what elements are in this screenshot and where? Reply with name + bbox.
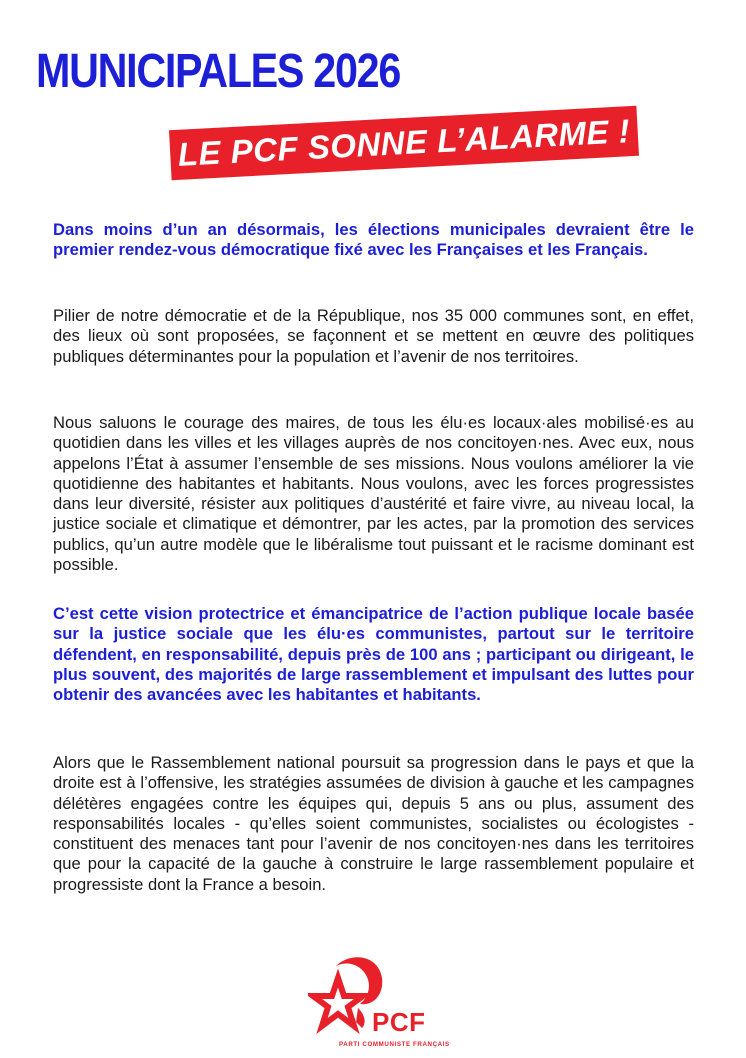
banner-text: LE PCF SONNE L’ALARME ! [176,112,631,173]
pcf-logo-subtitle: PARTI COMMUNISTE FRANÇAIS [339,1041,450,1048]
paragraph-rassemblement: Alors que le Rassemblement national poursuit sa progression dans le pays et que la droite est à l’offensive, les stratégies assumées de division à gauche et les campagnes délétères engagées contre les équipes qui, depuis 5 ans ou plus, assument des responsabilités locales - qu’elles soient communistes, socialistes ou écologistes - constituent des menaces tant pour l’avenir de nos concitoyen·nes dans les territoires que pour la capacité de la gauche à construire le large rassemblement populaire et progressiste dont la France a besoin. [53,753,694,894]
pcf-logo-text: PCF [372,1007,426,1037]
paragraph-maires: Nous saluons le courage des maires, de tous les élu·es locaux·ales mobilisé·es au quotidien dans les villes et les villages auprès de nos concitoyen·nes. Avec eux, nous appelons l’État à assumer l’ensemble de ses missions. Nous voulons améliorer la vie quotidienne des habitantes et habitants. Nous voulons, avec les forces progressistes dans leur diversité, résister aux politiques d’austérité et faire vivre, au niveau local, la justice sociale et climatique et démontrer, par les actes, par la promotion des services publics, qu’un autre modèle que le libéralisme tout puissant et le racisme dominant est possible. [53,413,694,575]
paragraph-communes: Pilier de notre démocratie et de la République, nos 35 000 communes sont, en effet, des lieux où sont proposées, se façonnent et se mettent en œuvre des politiques publiques déterminantes pour la population et l’avenir de nos territoires. [53,306,694,366]
intro-paragraph: Dans moins d’un an désormais, les élections municipales devraient être le premier rendez-vous démocratique fixé avec les Françaises et les Français. [53,220,694,260]
page-title: MUNICIPALES 2026 [36,45,400,98]
alarm-banner [169,106,639,180]
paragraph-vision: C’est cette vision protectrice et émancipatrice de l’action publique locale basée sur la justice sociale que les élu·es communistes, partout sur le territoire défendent, en responsabilité, depuis près de 100 ans ; participant ou dirigeant, le plus souvent, des majorités de large rassemblement et impulsant des luttes pour obtenir des avancées avec les habitantes et habitants. [53,604,694,705]
